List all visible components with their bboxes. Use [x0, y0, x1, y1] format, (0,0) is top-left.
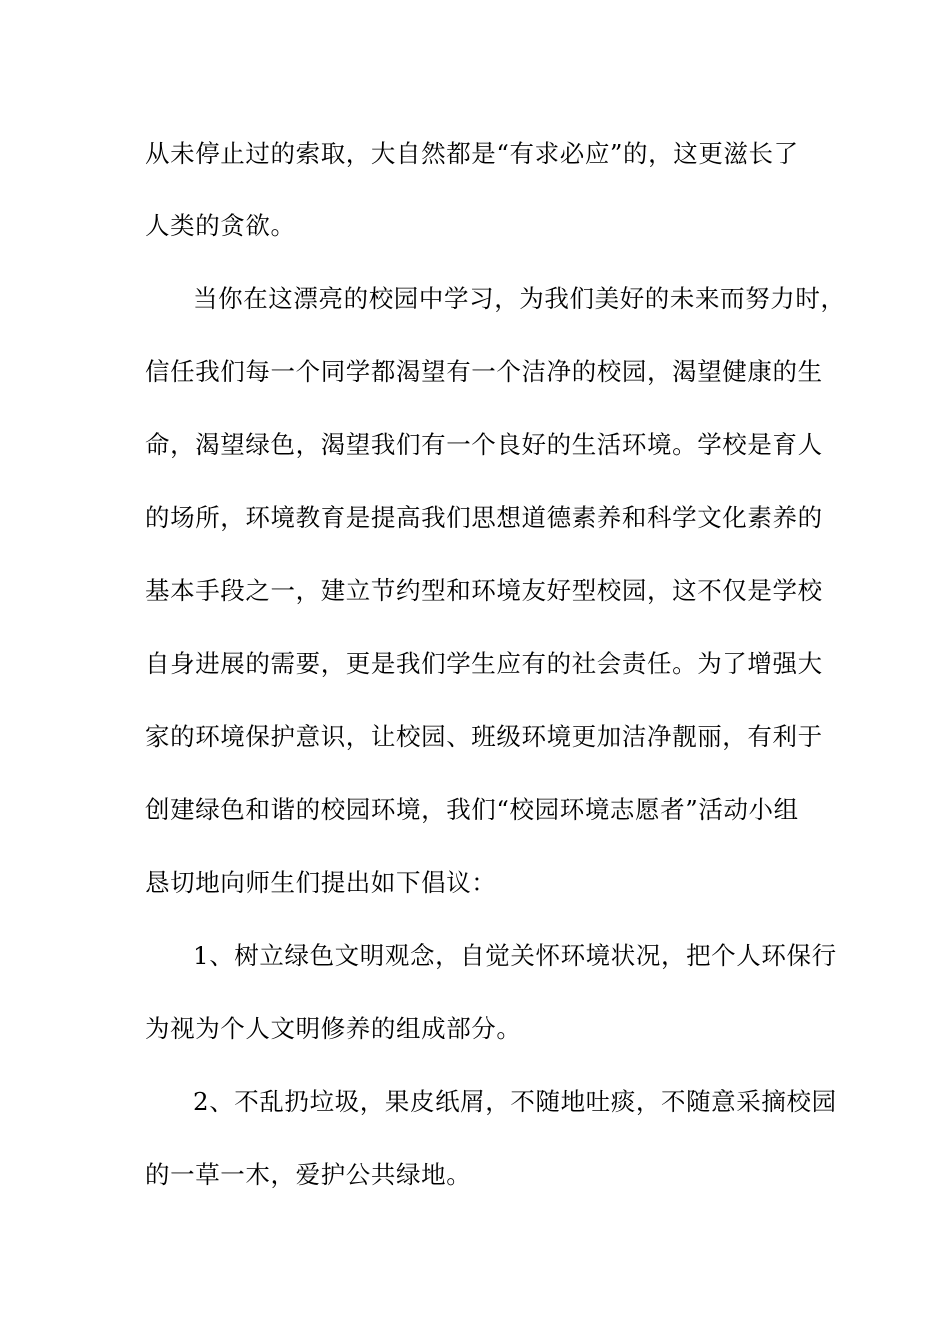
- paragraph-line: 的场所，环境教育是提高我们思想道德素养和科学文化素养的: [145, 503, 823, 532]
- paragraph-line: 创建绿色和谐的校园环境，我们“校园环境志愿者”活动小组: [145, 795, 799, 824]
- paragraph-line: 命，渴望绿色，渴望我们有一个良好的生活环境。学校是育人: [145, 430, 823, 459]
- list-item-line: 2、不乱扔垃圾，果皮纸屑，不随地吐痰，不随意采摘校园: [193, 1087, 837, 1116]
- paragraph-line: 基本手段之一，建立节约型和环境友好型校园，这不仅是学校: [145, 576, 823, 605]
- paragraph-line: 家的环境保护意识，让校园、班级环境更加洁净靓丽，有利于: [145, 722, 823, 751]
- paragraph-line: 从未停止过的索取，大自然都是“有求必应”的，这更滋长了: [145, 139, 799, 168]
- paragraph-line: 信任我们每一个同学都渴望有一个洁净的校园，渴望健康的生: [145, 357, 823, 386]
- list-item-line: 为视为个人文明修养的组成部分。: [145, 1014, 522, 1043]
- paragraph-line: 当你在这漂亮的校园中学习，为我们美好的未来而努力时，: [193, 284, 846, 313]
- list-item-line: 1、树立绿色文明观念，自觉关怀环境状况，把个人环保行: [193, 941, 837, 970]
- paragraph-line: 自身进展的需要，更是我们学生应有的社会责任。为了增强大: [145, 649, 823, 678]
- paragraph-line: 人类的贪欲。: [145, 211, 296, 240]
- list-item-line: 的一草一木，爱护公共绿地。: [145, 1160, 472, 1189]
- paragraph-line: 恳切地向师生们提出如下倡议：: [145, 868, 497, 897]
